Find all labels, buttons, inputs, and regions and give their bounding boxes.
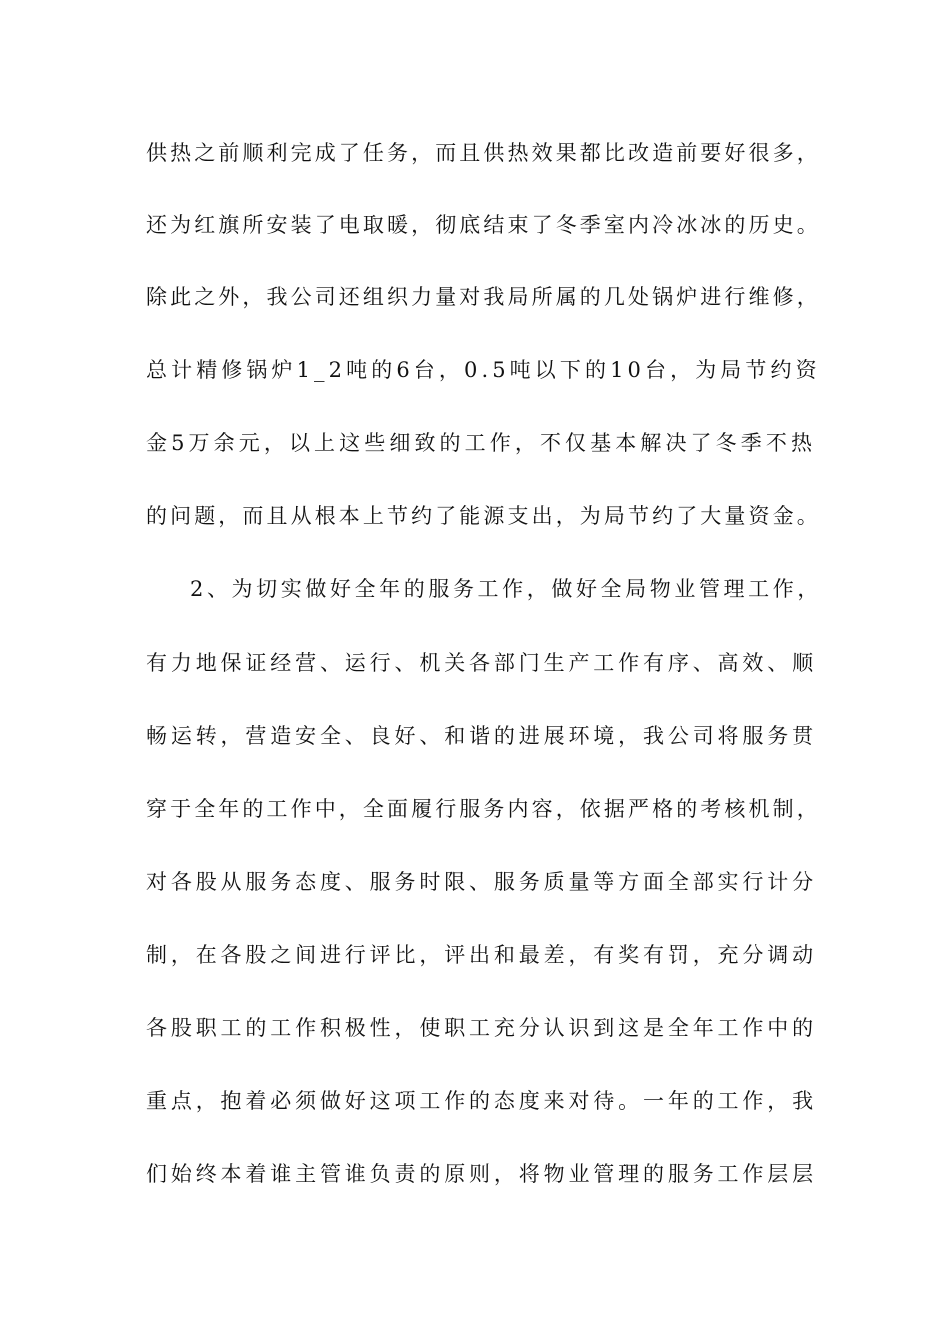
text-line [0, 205, 950, 245]
line-text: 对各股从服务态度、服务时限、服务质量等方面全部实行计分 [146, 870, 817, 894]
line-text: 重点，抱着必须做好这项工作的态度来对待。一年的工作，我 [146, 1089, 817, 1113]
line-text: 供热之前顺利完成了任务，而且供热效果都比改造前要好很多， [146, 141, 821, 165]
line-text: 有力地保证经营、运行、机关各部门生产工作有序、高效、顺 [146, 651, 817, 675]
line-text: 畅运转，营造安全、良好、和谐的进展环境，我公司将服务贯 [146, 724, 817, 748]
line-text: 除此之外，我公司还组织力量对我局所属的几处锅炉进行维修， [146, 285, 821, 309]
text-line [0, 496, 950, 536]
text-line [0, 789, 950, 829]
text-line [0, 862, 950, 902]
line-text: 2、为切实做好全年的服务工作，做好全局物业管理工作， [190, 577, 822, 601]
line-text: 们始终本着谁主管谁负责的原则，将物业管理的服务工作层层 [146, 1162, 817, 1186]
line-text: 总计精修锅炉1_2吨的6台，0.5吨以下的10台，为局节约资 [146, 358, 821, 382]
line-text: 穿于全年的工作中，全面履行服务内容，依据严格的考核机制， [146, 797, 821, 821]
line-text: 各股职工的工作积极性，使职工充分认识到这是全年工作中的 [146, 1016, 817, 1040]
line-text: 制，在各股之间进行评比，评出和最差，有奖有罚，充分调动 [146, 943, 817, 967]
paragraph-first-line [0, 569, 950, 609]
line-text: 的问题，而且从根本上节约了能源支出，为局节约了大量资金。 [146, 504, 821, 528]
line-text: 还为红旗所安装了电取暖，彻底结束了冬季室内冷冰冰的历史。 [146, 213, 821, 237]
text-line [0, 716, 950, 756]
text-line [0, 643, 950, 683]
text-line [0, 1008, 950, 1048]
text-line [0, 1154, 950, 1194]
text-line [0, 133, 950, 173]
text-line [0, 423, 950, 463]
text-line [0, 277, 950, 317]
line-text: 金5万余元，以上这些细致的工作，不仅基本解决了冬季不热 [146, 431, 817, 455]
text-line [0, 935, 950, 975]
text-line [0, 350, 950, 390]
text-line [0, 1081, 950, 1121]
